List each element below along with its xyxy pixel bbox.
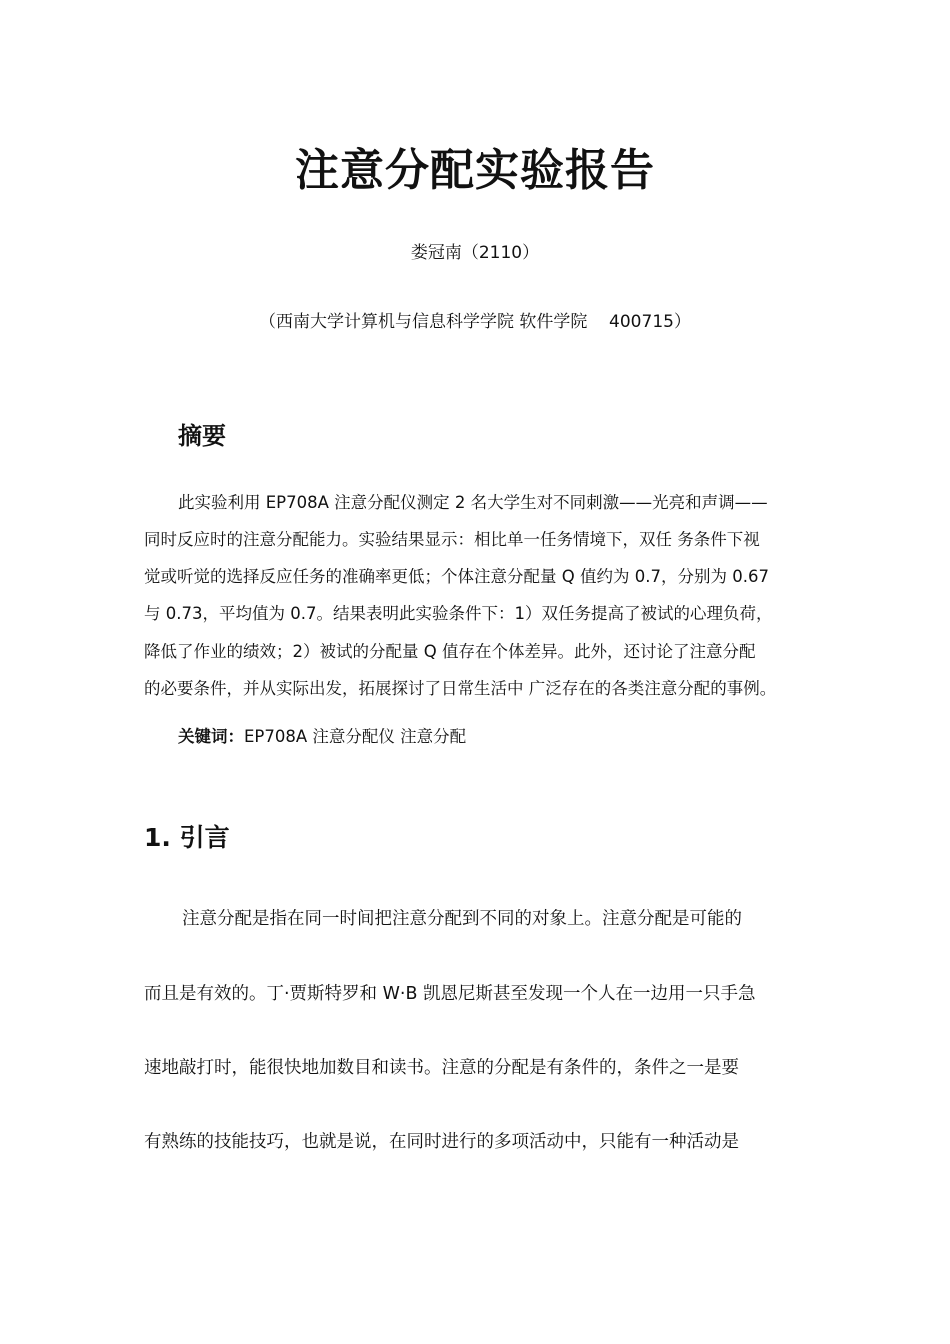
- keywords-line: [178, 723, 466, 747]
- affiliation-line: （西南大学计算机与信息科学学院 软件学院 400715）: [259, 312, 691, 332]
- body-line: 注意分配是指在同一时间把注意分配到不同的对象上。注意分配是可能的: [182, 909, 742, 929]
- abstract-line: 的必要条件，并从实际出发，拓展探讨了日常生活中 广泛存在的各类注意分配的事例。: [144, 679, 777, 698]
- abstract-line: 与 0.73，平均值为 0.7。结果表明此实验条件下：1）双任务提高了被试的心理负荷，: [144, 604, 773, 623]
- author-line: 娄冠南（2110）: [410, 243, 540, 263]
- body-line: 速地敲打时，能很快地加数目和读书。注意的分配是有条件的，条件之一是要: [144, 1058, 739, 1078]
- abstract-line: 此实验利用 EP708A 注意分配仪测定 2 名大学生对不同刺激——光亮和声调——: [178, 493, 768, 512]
- body-line: 而且是有效的。丁·贾斯特罗和 W·B 凯恩尼斯甚至发现一个人在一边用一只手急: [144, 984, 756, 1004]
- keywords-label: 关键词：: [178, 727, 244, 746]
- paper-title: 注意分配实验报告: [295, 145, 655, 196]
- abstract-line: 同时反应时的注意分配能力。实验结果显示：相比单一任务情境下，双任 务条件下视: [144, 530, 760, 549]
- abstract-heading: 摘要: [178, 422, 226, 450]
- abstract-line: 觉或听觉的选择反应任务的准确率更低；个体注意分配量 Q 值约为 0.7，分别为 0.67: [144, 567, 769, 586]
- keywords-text: EP708A 注意分配仪 注意分配: [244, 727, 467, 746]
- body-line: 有熟练的技能技巧，也就是说，在同时进行的多项活动中，只能有一种活动是: [144, 1132, 739, 1152]
- abstract-line: 降低了作业的绩效；2）被试的分配量 Q 值存在个体差异。此外，还讨论了注意分配: [144, 642, 756, 661]
- section-heading-introduction: 1. 引言: [144, 823, 230, 852]
